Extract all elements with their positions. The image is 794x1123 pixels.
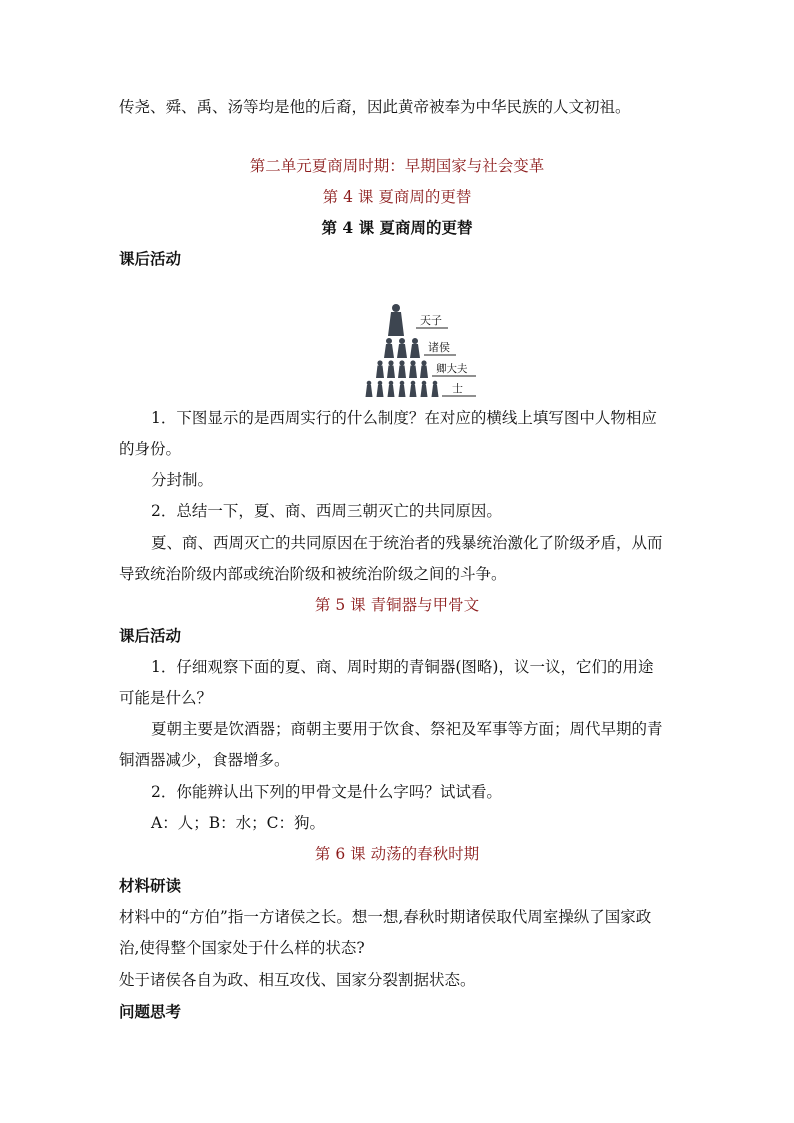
material-line2: 治,使得整个国家处于什么样的状态? — [119, 939, 365, 957]
answer-1: 分封制。 — [151, 471, 214, 489]
section-after-class-2: 课后活动 — [119, 626, 182, 645]
label-tianzi: 天子 — [420, 314, 442, 327]
section-material: 材料研读 — [119, 876, 182, 895]
section-after-class-1: 课后活动 — [119, 249, 182, 268]
lesson6-title: 第 6 课 动荡的春秋时期 — [314, 845, 480, 863]
material-line1: 材料中的“方伯”指一方诸侯之长。想一想,春秋时期诸侯取代周室操纵了国家政 — [119, 908, 652, 926]
question-3-line2: 可能是什么？ — [119, 689, 213, 707]
answer-3-line2: 铜酒器减少，食器增多。 — [119, 751, 290, 769]
question-1-line1: 1．下图显示的是西周实行的什么制度？在对应的横线上填写图中人物相应 — [151, 409, 657, 427]
lesson5-title: 第 5 课 青铜器与甲骨文 — [314, 596, 480, 614]
label-shi: 士 — [452, 382, 463, 395]
answer-3-line1: 夏朝主要是饮酒器；商朝主要用于饮食、祭祀及军事等方面；周代早期的青 — [151, 720, 663, 738]
material-answer: 处于诸侯各自为政、相互攻伐、国家分裂割据状态。 — [119, 971, 476, 989]
answer-4: A：人；B：水；C：狗。 — [151, 814, 325, 832]
question-2: 2．总结一下，夏、商、西周三朝灭亡的共同原因。 — [151, 502, 502, 520]
question-4: 2．你能辨认出下列的甲骨文是什么字吗？试试看。 — [151, 783, 502, 801]
label-qingdafu: 卿大夫 — [436, 363, 468, 375]
king-figure — [388, 304, 404, 336]
lesson4-title-red: 第 4 课 夏商周的更替 — [322, 188, 472, 206]
question-3-line1: 1．仔细观察下面的夏、商、周时期的青铜器(图略)，议一议，它们的用途 — [151, 658, 654, 676]
feudal-hierarchy-diagram — [358, 298, 478, 400]
question-1-line2: 的身份。 — [119, 440, 182, 458]
answer-2-line2: 导致统治阶级内部或统治阶级和被统治阶级之间的斗争。 — [119, 565, 507, 583]
section-question: 问题思考 — [119, 1002, 182, 1021]
answer-2-line1: 夏、商、西周灭亡的共同原因在于统治者的残暴统治激化了阶级矛盾，从而 — [151, 534, 663, 552]
scholar-figures — [366, 381, 439, 397]
intro-line: 传尧、舜、禹、汤等均是他的后裔，因此黄帝被奉为中华民族的人文初祖。 — [119, 98, 631, 116]
unit-title: 第二单元夏商周时期：早期国家与社会变革 — [249, 157, 545, 175]
lesson4-title: 第 4 课 夏商周的更替 — [321, 218, 473, 237]
lord-figures — [384, 338, 420, 358]
label-zhuhou: 诸侯 — [428, 341, 450, 354]
minister-figures — [376, 360, 428, 378]
pyramid-figure — [358, 298, 478, 400]
